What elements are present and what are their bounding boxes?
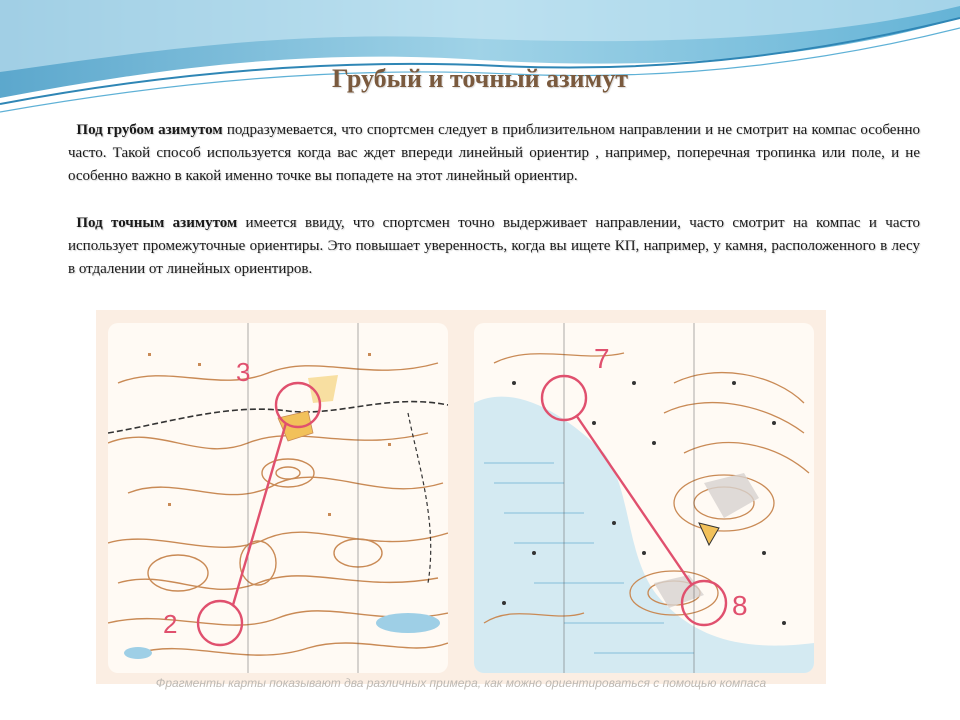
paragraph-precise-azimuth — [68, 212, 920, 281]
control-number-2: 2 — [163, 609, 178, 639]
paragraph-rough-azimuth-text: подразумевается, что спортсмен следует в приблизительном направлении и не смотрит на компас особенно часто. Такой способ используется когда вас ждет впереди линейный ориентир , например, поперечная тропинка или поле, и не особенно важно в какой именно точке вы попадете на этот линейный ориентир. — [68, 122, 920, 184]
slide-title: Грубый и точный азимут — [331, 64, 629, 93]
orienteering-map-rough — [108, 323, 448, 673]
control-number-3: 3 — [236, 357, 251, 387]
paragraph-precise-azimuth-text: имеется ввиду, что спортсмен точно выдерживает направлении, часто смотрит на компас и часто использует промежуточные ориентиры. Это повышает уверенность, когда вы ищете КП, например, у камня, расположенного в лесу в отдалении от линейных ориентиров. — [68, 215, 920, 277]
map-illustration-frame — [96, 310, 826, 684]
orienteering-map-precise — [474, 323, 814, 673]
orienteering-map-rough-drawing — [108, 323, 448, 673]
term-precise-azimuth: Под точным азимутом — [76, 215, 238, 231]
orienteering-map-precise-drawing — [474, 323, 814, 673]
term-rough-azimuth: Под грубом азимутом — [76, 122, 223, 138]
header-wave-background — [0, 0, 960, 120]
control-number-8: 8 — [732, 590, 748, 621]
paragraph-rough-azimuth — [68, 119, 920, 188]
map-caption: Фрагменты карты показывают два различных примера, как можно ориентироваться с помощью компаса — [155, 676, 767, 690]
control-number-7: 7 — [594, 343, 610, 374]
